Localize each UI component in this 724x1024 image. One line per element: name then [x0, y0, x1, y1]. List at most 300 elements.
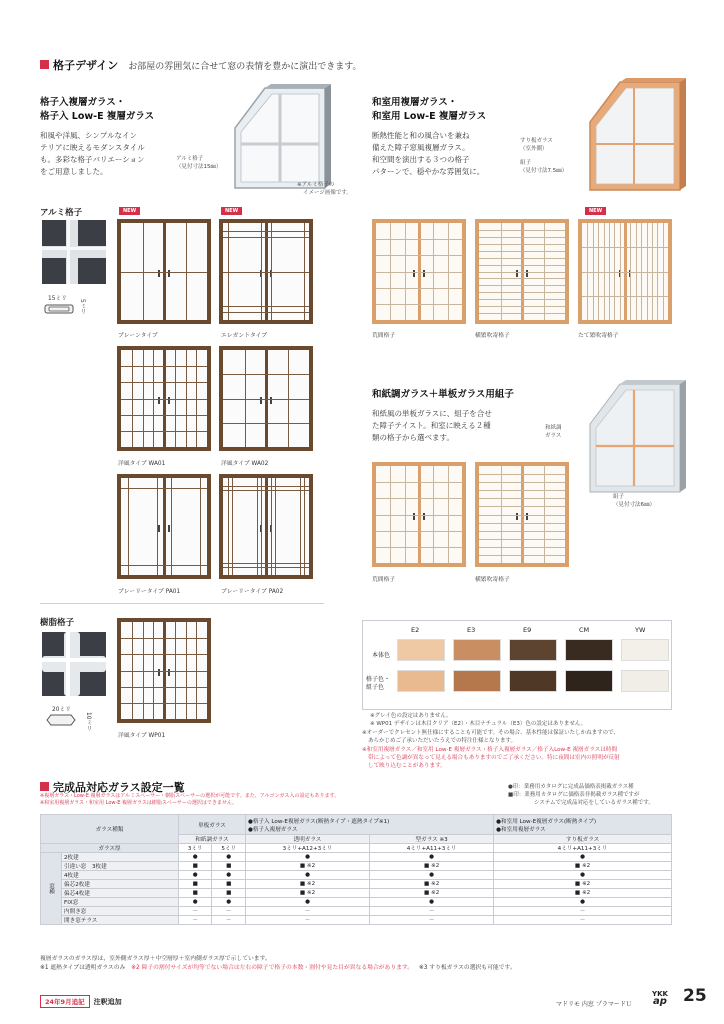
grid-bar	[479, 272, 522, 273]
window-plain	[117, 219, 211, 324]
sub-washi: 和紙調ガラス	[178, 835, 245, 844]
grid-bar	[582, 296, 625, 297]
grid-bar	[479, 474, 522, 475]
grid-bar	[300, 478, 301, 575]
grid-bar	[582, 247, 625, 248]
new-badge: NEW	[119, 207, 140, 215]
caption-wp01: 洋風タイプ WP01	[118, 733, 166, 739]
color-code-e3: E3	[467, 626, 476, 634]
grid-bar	[200, 478, 201, 575]
table-row	[41, 889, 672, 898]
table-cell: ●	[245, 871, 369, 880]
grid-bar	[223, 567, 266, 568]
order-note-2: あらかじめご了承いただいたうえでの特注仕様となります。	[368, 738, 517, 744]
washitsu-callout-1b: （室外側）	[520, 146, 548, 152]
washitsu-callout-2	[520, 159, 567, 175]
glass-table-title: 完成品対応ガラス設定一覧	[53, 781, 185, 794]
grid-color-swatch-cm	[565, 670, 613, 692]
table-cell: ■ ※2	[494, 880, 672, 889]
grid-bar	[376, 288, 419, 289]
alu-image-note-1: ※アルミ格子の	[297, 182, 335, 188]
table-row	[41, 907, 672, 916]
grid-bar	[223, 486, 266, 487]
body-color-swatch-e3	[453, 639, 501, 661]
washitsu-callout-1a: すり板ガラス	[520, 138, 553, 144]
row-label: 4枚建	[62, 871, 179, 880]
glass-foot-1: 複層ガラスのガラス厚は、室外側ガラス厚＋中空層厚＋室内側ガラス厚で示しています。	[40, 956, 271, 962]
section-header	[40, 54, 362, 73]
left-intro-title-2: 格子入 Low-E 複層ガラス	[40, 111, 155, 122]
grid-bar	[522, 531, 565, 532]
grid-bar	[479, 237, 522, 238]
table-cell: ■	[212, 889, 245, 898]
col-wa-2: ●和室用複層ガラス	[496, 826, 546, 833]
table-cell: －	[370, 916, 494, 925]
right-intro-line-1: 断熱性能と和の風合いを兼ね	[372, 131, 470, 140]
grid-bar	[522, 547, 565, 548]
grid-bar	[128, 478, 129, 575]
grid-bar	[223, 272, 266, 273]
legend-2: ■印：業務用カタログに価格表非掲載ガラス種ですが	[508, 792, 640, 798]
grid-bar	[223, 237, 266, 238]
grid-bar	[171, 478, 172, 575]
sub-kata: 型ガラス ※3	[370, 835, 494, 844]
thick-cell: 5ミリ	[212, 844, 245, 853]
row-label: FIX窓	[62, 898, 179, 907]
grid-color-swatch-e9	[509, 670, 557, 692]
grid-bar	[522, 244, 565, 245]
grid-bar	[522, 539, 565, 540]
grid-bar	[121, 488, 164, 489]
washi-line-2: た障子テイスト。和室に映える２種	[372, 421, 491, 430]
window-pa02	[219, 474, 313, 579]
washi-glass-illustration	[580, 374, 690, 499]
grid-bar	[479, 490, 522, 491]
grid-color-swatch-e3	[453, 670, 501, 692]
ykk-logo-2: ap	[653, 996, 667, 1007]
table-cell: ■ ※2	[245, 880, 369, 889]
grid-bar	[164, 671, 207, 672]
row-label: 開き窓テラス	[62, 916, 179, 925]
row-label: 偏芯4枚建	[62, 889, 179, 898]
table-row	[41, 898, 672, 907]
glass-table-notes	[40, 793, 339, 807]
col-lowe-1: ●格子入 Low-E複層ガラス(断熱タイプ・遮熱タイプ※1)	[247, 818, 390, 825]
ykk-logo-1: YKK	[652, 990, 668, 998]
glass-color-note-3: して映り込むことがあります。	[368, 763, 446, 769]
thick-cell: 4ミリ+A11+3ミリ	[494, 844, 672, 853]
body-color-swatch-yw	[621, 639, 669, 661]
grid-bar	[376, 547, 419, 548]
color-row-grid	[366, 676, 390, 692]
grid-bar	[271, 478, 272, 575]
right-intro-body	[372, 130, 512, 178]
crescent-handle	[168, 525, 170, 532]
glass-foot-2b: ※2 障子の割付サイズが均等でない場合は左右の障子で格子の本数・割付や見た目が異なる場合があります。	[131, 965, 414, 971]
glass-table	[40, 814, 672, 925]
grid-bar	[419, 288, 462, 289]
col-type: ガラス種類	[41, 815, 179, 844]
color-notes	[370, 712, 586, 728]
table-cell: ●	[178, 853, 211, 862]
right-intro-line-3: 和空間を演出する３つの格子	[372, 155, 470, 164]
color-code-e2: E2	[411, 626, 420, 634]
grid-bar	[223, 306, 266, 307]
grid-bar	[376, 531, 419, 532]
body-color-swatch-cm	[565, 639, 613, 661]
col-single: 単板ガラス	[178, 815, 245, 835]
washitsu-glass-illustration	[580, 72, 690, 197]
table-cell: ■ ※2	[370, 880, 494, 889]
grid-bar	[261, 478, 262, 575]
table-cell: ■ ※2	[494, 889, 672, 898]
right-intro-line-4: パターンで、穏やかな雰囲気に。	[372, 167, 485, 176]
washi-callout-1a: 和紙調	[545, 425, 562, 431]
grid-bar	[275, 478, 276, 575]
caption-wa02: 洋風タイプ WA02	[221, 461, 269, 467]
grid-bar	[121, 565, 164, 566]
window-elegant	[219, 219, 313, 324]
glass-color-note	[362, 746, 620, 770]
table-cell: ●	[212, 853, 245, 862]
section-marker	[40, 60, 49, 69]
alu-image-note-2: イメージ画像です。	[303, 190, 352, 196]
caption-arama: 荒間格子	[372, 333, 396, 339]
grid-bar	[522, 515, 565, 516]
footer-badge: 24年9月追記	[40, 995, 90, 1008]
grid-bar	[376, 498, 419, 499]
grid-bar	[157, 478, 158, 575]
window-tateshige	[578, 219, 672, 324]
left-intro	[40, 96, 180, 178]
washi-line-3: 類の格子から選べます。	[372, 433, 454, 442]
grid-bar	[479, 258, 522, 259]
grid-bar	[223, 563, 266, 564]
caption-yokoshige: 横繁吹寄格子	[475, 333, 510, 339]
row-label: 引違い窓 3枚建	[62, 862, 179, 871]
new-badge: NEW	[585, 207, 606, 215]
grid-bar	[121, 671, 164, 672]
grid-bar	[376, 239, 419, 240]
grid-bar	[266, 490, 309, 491]
table-cell: ●	[245, 898, 369, 907]
grid-bar	[419, 239, 462, 240]
glass-foot-2	[40, 964, 516, 973]
grid-bar	[223, 399, 266, 400]
table-cell: －	[370, 907, 494, 916]
grid-bar	[479, 230, 522, 231]
washi-title: 和紙調ガラス＋単板ガラス用組子	[372, 389, 514, 400]
glass-foot	[40, 955, 516, 973]
grid-bar	[522, 258, 565, 259]
glass-color-note-2: 帯によって色調が異なって見える場合もありますのでご了承ください。特に夜間は室内の照明が反射	[368, 755, 620, 761]
grid-bar	[479, 547, 522, 548]
grid-bar	[164, 415, 207, 416]
right-intro-line-2: 備えた障子窓風複層ガラス。	[372, 143, 470, 152]
left-intro-line-2: テリアに映えるモダンスタイル	[40, 143, 145, 152]
grid-bar	[522, 555, 565, 556]
glass-legend	[508, 783, 654, 807]
grid-bar	[479, 506, 522, 507]
right-intro-title-2: 和室用 Low-E 複層ガラス	[372, 111, 487, 122]
grid-bar	[582, 272, 625, 273]
grid-bar	[479, 285, 522, 286]
grid-bar	[223, 423, 266, 424]
row-label: 2枚建	[62, 853, 179, 862]
ykk-logo	[652, 990, 668, 1006]
table-cell: －	[245, 907, 369, 916]
grid-bar	[479, 306, 522, 307]
grid-bar	[479, 498, 522, 499]
table-cell: ■ ※2	[245, 862, 369, 871]
grid-bar	[522, 237, 565, 238]
alu-profile-icon	[44, 303, 74, 315]
table-cell: －	[494, 916, 672, 925]
footer-series: マドリモ 内窓 プラマードＵ	[556, 1001, 632, 1008]
grid-bar	[164, 431, 207, 432]
grid-bar	[522, 306, 565, 307]
window-pa01	[117, 474, 211, 579]
grid-bar	[479, 523, 522, 524]
body-color-swatch-e9	[509, 639, 557, 661]
glass-table-body	[41, 853, 672, 925]
washi-callout-1	[545, 424, 562, 440]
grid-bar	[266, 312, 309, 313]
grid-bar	[164, 703, 207, 704]
grid-bar	[266, 567, 309, 568]
grid-bar	[479, 482, 522, 483]
color-chart-body	[363, 621, 671, 709]
window-wa02	[219, 346, 313, 451]
washi-callout-1b: ガラス	[545, 433, 562, 439]
grid-bar	[522, 285, 565, 286]
color-note-1: ※グレイ色の設定はありません。	[370, 713, 452, 719]
grid-bar	[522, 313, 565, 314]
washitsu-callout-2b: （見付寸法7.5㎜）	[520, 168, 568, 174]
section-title: 格子デザイン	[53, 59, 119, 72]
alu-callout-2: （見付寸法15㎜）	[176, 164, 222, 170]
grid-bar	[419, 547, 462, 548]
washi-callout-2b: （見付寸法6㎜）	[613, 502, 655, 508]
grid-bar	[522, 272, 565, 273]
grid-bar	[479, 555, 522, 556]
body-color-swatch-e2	[397, 639, 445, 661]
grid-bar	[121, 415, 164, 416]
color-row-grid-1: 格子色・	[366, 676, 391, 683]
alu-label: アルミ格子	[40, 208, 83, 218]
caption-washi-yokoshige: 横繁吹寄格子	[475, 577, 510, 583]
grid-bar	[223, 374, 266, 375]
grid-bar	[266, 306, 309, 307]
grid-bar	[232, 478, 233, 575]
grid-bar	[266, 486, 309, 487]
grid-bar	[419, 498, 462, 499]
grid-bar	[376, 482, 419, 483]
window-washi-arama	[372, 462, 466, 567]
grid-bar	[266, 374, 309, 375]
right-intro	[372, 96, 512, 178]
grid-bar	[121, 431, 164, 432]
grid-color-swatch-yw	[621, 670, 669, 692]
washi-body	[372, 408, 492, 444]
grid-bar	[522, 474, 565, 475]
grid-bar	[419, 272, 462, 273]
grid-bar	[419, 255, 462, 256]
footer-left	[40, 995, 122, 1008]
grid-bar	[625, 296, 668, 297]
table-cell: ■	[178, 862, 211, 871]
crescent-handle	[158, 525, 160, 532]
grid-bar	[625, 272, 668, 273]
alu-callout-1: アルミ格子	[176, 156, 204, 162]
table-cell: ●	[494, 898, 672, 907]
table-cell: ●	[494, 853, 672, 862]
grid-bar	[522, 506, 565, 507]
window-yokoshige	[475, 219, 569, 324]
table-cell: ●	[178, 871, 211, 880]
page-number: 25	[683, 986, 707, 1006]
grid-bar	[228, 478, 229, 575]
grid-bar	[266, 423, 309, 424]
caption-plain: プレーンタイプ	[118, 333, 158, 339]
grid-bar	[479, 265, 522, 266]
table-cell: ●	[370, 871, 494, 880]
table-cell: －	[212, 907, 245, 916]
caption-wa01: 洋風タイプ WA01	[118, 461, 166, 467]
table-cell: ■	[212, 862, 245, 871]
grid-bar	[266, 237, 309, 238]
col-wa-1: ●和室用 Low-E複層ガラス(断熱タイプ)	[496, 818, 597, 825]
grid-bar	[164, 565, 207, 566]
window-washi-yokoshige	[475, 462, 569, 567]
order-note	[362, 729, 619, 745]
grid-bar	[164, 638, 207, 639]
color-note-2: ※ WP01 デザインは木目クリア（E2）・木目ナチュラル（E3）色の設定はありません。	[370, 721, 587, 727]
color-row-grid-2: 組子色	[366, 684, 385, 691]
table-row	[41, 871, 672, 880]
grid-bar	[479, 244, 522, 245]
grid-bar	[479, 531, 522, 532]
row-label: 偏芯2枚建	[62, 880, 179, 889]
left-intro-title-1: 格子入複層ガラス・	[40, 97, 126, 108]
alu-image-note	[297, 181, 352, 197]
grid-bar	[266, 399, 309, 400]
legend-3: システムで完成品対応をしているガラス種です。	[534, 800, 654, 806]
grid-bar	[223, 490, 266, 491]
table-row	[41, 916, 672, 925]
grid-bar	[164, 687, 207, 688]
sub-suri: すり板ガラス	[494, 835, 672, 844]
table-cell: ■ ※2	[370, 862, 494, 871]
glass-foot-2c: ※3 すり板ガラスの選択も可能です。	[418, 965, 516, 971]
sash-divider	[163, 478, 166, 575]
grid-bar	[522, 523, 565, 524]
washi-callout-2a: 組子	[613, 494, 625, 500]
washitsu-callout-1	[520, 137, 553, 153]
grid-bar	[419, 482, 462, 483]
group-mado: 窓種	[41, 853, 62, 925]
col-lowe	[245, 815, 493, 835]
grid-bar	[304, 478, 305, 575]
divider	[40, 603, 324, 604]
new-badge: NEW	[221, 207, 242, 215]
resin-profile-icon	[44, 713, 78, 727]
right-intro-title-1: 和室用複層ガラス・	[372, 97, 458, 108]
caption-elegant: エレガントタイプ	[221, 333, 268, 339]
table-cell: －	[494, 907, 672, 916]
table-cell: －	[178, 907, 211, 916]
grid-bar	[121, 272, 164, 273]
col-lowe-2: ●格子入複層ガラス	[247, 826, 298, 833]
grid-bar	[121, 399, 164, 400]
glass-table-note-1: ※複層ガラス・Low-E 複層ガラスはアルミスペーサー・樹脂スペーサーの選択が可能です。また、アルゴンガス入の設定もあります。	[40, 793, 340, 799]
grid-bar	[121, 703, 164, 704]
caption-tateshige: たて繁吹寄格子	[578, 333, 619, 339]
grid-bar	[121, 382, 164, 383]
resin-dim-width: 20ミリ	[52, 707, 71, 713]
grid-bar	[522, 265, 565, 266]
table-cell: ■	[212, 880, 245, 889]
sash-divider	[265, 478, 268, 575]
grid-bar	[479, 539, 522, 540]
left-intro-line-3: も。多彩な格子バリエーション	[40, 155, 145, 164]
left-intro-body	[40, 130, 180, 178]
table-cell: ■	[178, 880, 211, 889]
table-cell: ●	[370, 853, 494, 862]
color-code-yw: YW	[635, 626, 646, 634]
table-cell: ■ ※2	[494, 862, 672, 871]
legend-1: ●印：業務用カタログに完成品価格表掲載ガラス種	[508, 784, 634, 790]
alu-grid-sample	[42, 220, 106, 284]
color-chart	[362, 620, 672, 710]
section-desc: お部屋の雰囲気に合せて窓の表情を豊かに演出できます。	[128, 62, 362, 72]
grid-bar	[164, 488, 207, 489]
grid-bar	[376, 304, 419, 305]
grid-bar	[522, 251, 565, 252]
grid-bar	[625, 247, 668, 248]
table-row	[41, 880, 672, 889]
grid-bar	[266, 231, 309, 232]
row-thick: ガラス厚	[41, 844, 179, 853]
grid-bar	[164, 399, 207, 400]
washi-callout-2	[613, 493, 655, 509]
sub-toumei: 透明ガラス	[245, 835, 369, 844]
section-marker	[40, 782, 49, 791]
jushi-label: 樹脂格子	[40, 618, 75, 628]
grid-bar	[376, 515, 419, 516]
table-cell: ●	[370, 898, 494, 907]
grid-bar	[479, 515, 522, 516]
grid-bar	[479, 292, 522, 293]
grid-bar	[164, 654, 207, 655]
caption-washi-arama: 荒間格子	[372, 577, 396, 583]
grid-bar	[164, 382, 207, 383]
col-wa	[494, 815, 672, 835]
grid-bar	[266, 563, 309, 564]
grid-bar	[522, 482, 565, 483]
grid-bar	[121, 638, 164, 639]
table-row	[41, 862, 672, 871]
resin-dim-depth: 10ミリ	[85, 712, 91, 731]
table-cell: －	[245, 916, 369, 925]
grid-bar	[522, 278, 565, 279]
alu-callout	[176, 155, 222, 171]
window-wp01	[117, 618, 211, 723]
table-cell: －	[212, 916, 245, 925]
grid-bar	[479, 299, 522, 300]
thick-cell: 3ミリ	[178, 844, 211, 853]
washitsu-callout-2a: 組子	[520, 160, 532, 166]
